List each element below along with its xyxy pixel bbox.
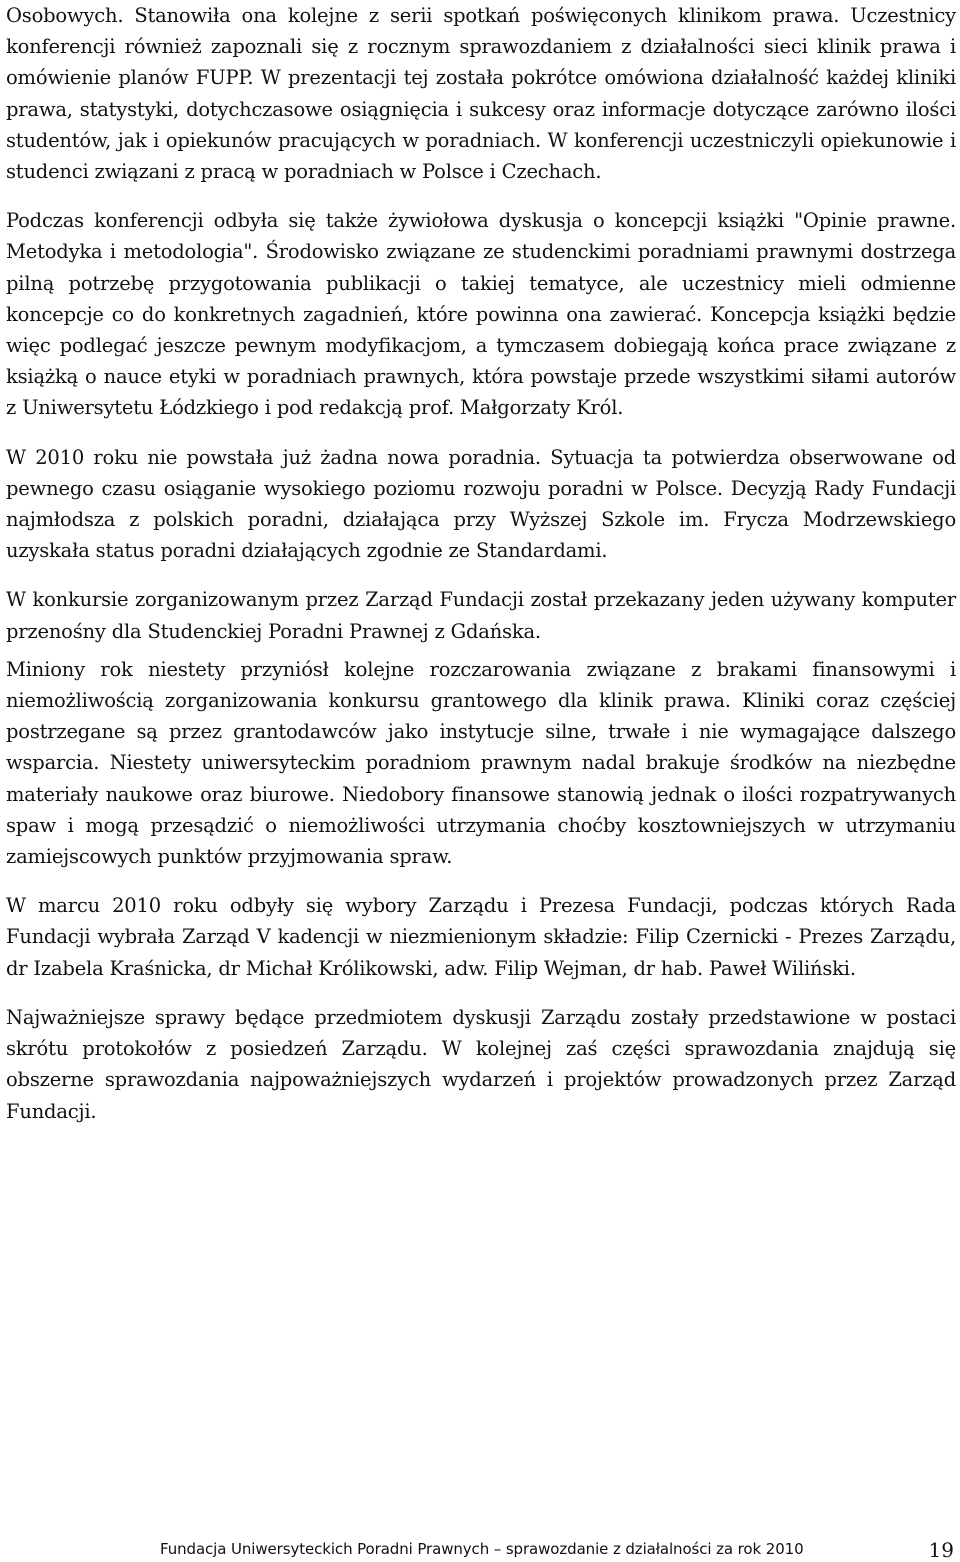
paragraph-computer-contest: W konkursie zorganizowanym przez Zarząd Fundacji został przekazany jeden używany komputer przenośny dla Studenckiej Poradni Prawnej z Gdańska. [6,588,956,643]
page-number: 19 [928,1538,954,1562]
paragraph-conference-summary: Osobowych. Stanowiła ona kolejne z serii spotkań poświęconych klinikom prawa. Uczestnicy konferencji również zapoznali się z rocznym sprawozdaniem z działalności sieci klinik prawa i omówienie planów FUPP. W prezentacji tej została pokrótce omówiona działalność każdej kliniki prawa, statystyki, dotychczasowe osiągnięcia i sukcesy oraz informacje dotyczące zarówno ilości studentów, jak i opiekunów pracujących w poradniach. W konferencji uczestniczyli opiekunowie i studenci związani z pracą w poradniach w Polsce i Czechach. [6,4,956,184]
page-footer [160,1538,960,1560]
document-body [6,0,956,1145]
paragraph-board-elections: W marcu 2010 roku odbyły się wybory Zarządu i Prezesa Fundacji, podczas których Rada Fundacji wybrała Zarząd V kadencji w niezmienionym składzie: Filip Czernicki - Prezes Zarządu, dr Izabela Kraśnicka, dr Michał Królikowski, adw. Filip Wejman, dr hab. Paweł Wiliński. [6,894,956,980]
paragraph-financial-problems: Miniony rok niestety przyniósł kolejne rozczarowania związane z brakami finansowymi i niemożliwością zorganizowania konkursu grantowego dla klinik prawa. Kliniki coraz częściej postrzegane są przez grantodawców jako instytucje silne, trwałe i nie wymagające dalszego wsparcia. Niestety uniwersyteckim poradniom prawnym nadal brakuje środków na niezbędne materiały naukowe oraz biurowe. Niedobory finansowe stanowią jednak o ilości rozpatrywanych spaw i mogą przesądzić o niemożliwości utrzymania choćby kosztowniejszych w utrzymaniu zamiejscowych punktów przyjmowania spraw. [6,657,956,869]
paragraph-board-matters: Najważniejsze sprawy będące przedmiotem dyskusji Zarządu zostały przedstawione w postaci skrótu protokołów z posiedzeń Zarządu. W kolejnej zaś części sprawozdania znajdują się obszerne sprawozdania najpoważniejszych wydarzeń i projektów prowadzonych przez Zarząd Fundacji. [6,1005,956,1123]
paragraph-book-discussion: Podczas konferencji odbyła się także żywiołowa dyskusja o koncepcji książki "Opinie prawne. Metodyka i metodologia". Środowisko związane ze studenckimi poradniami prawnymi dostrzega pilną potrzebę przygotowania publikacji o takiej tematyce, ale uczestnicy mieli odmienne koncepcje co do konkretnych zagadnień, które powinna ona zawierać. Koncepcja książki będzie więc podlegać jeszcze pewnym modyfikacjom, a tymczasem dobiegają końca prace związane z książką o nauce etyki w poradniach prawnych, która powstaje przede wszystkimi siłami autorów z Uniwersytetu Łódzkiego i pod redakcją prof. Małgorzaty Król. [6,209,956,420]
paragraph-new-clinics: W 2010 roku nie powstała już żadna nowa poradnia. Sytuacja ta potwierdza obserwowane od pewnego czasu osiąganie wysokiego poziomu rozwoju poradni w Polsce. Decyzją Rady Fundacji najmłodsza z polskich poradni, działająca przy Wyższej Szkole im. Frycza Modrzewskiego uzyskała status poradni działających zgodnie ze Standardami. [6,445,956,563]
footer-title: Fundacja Uniwersyteckich Poradni Prawnych – sprawozdanie z działalności za rok 2010 [160,1540,804,1558]
